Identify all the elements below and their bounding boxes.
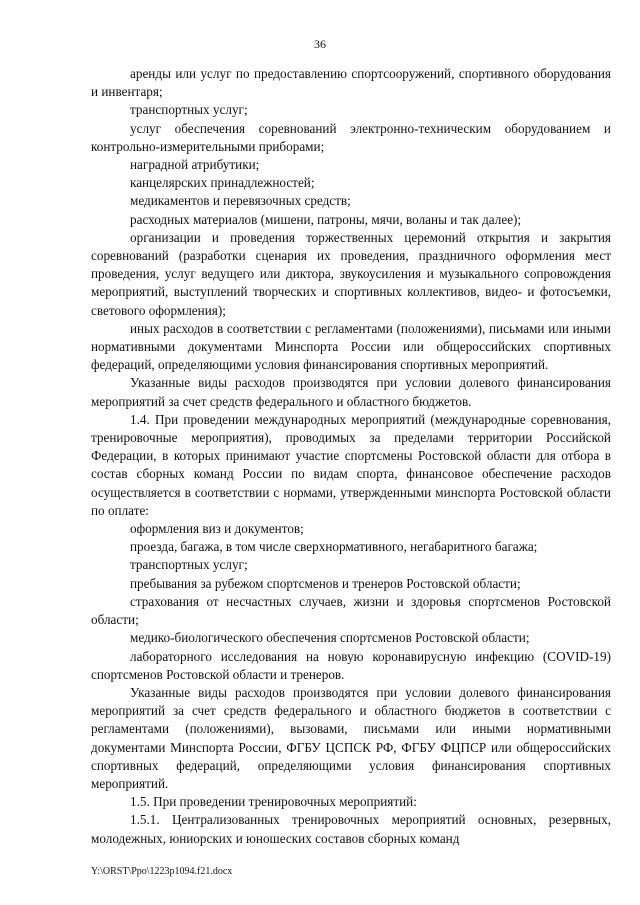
paragraph-medicines: медикаментов и перевязочных средств; <box>130 193 351 209</box>
page-number: 36 <box>314 37 326 51</box>
paragraph-section-1-4: 1.4. При проведении международных мероприятий (международные соревнования, тренировочные мероприятия), проводимых за пределами территории Российской Федерации, в которых принимают участие спортсмены Ростовской области для отбора в состав сборных команд России по видам спорта, финансовое обеспечение расходов осуществляется в соответствии с нормами, утвержденными минспорта Ростовской области по оплате: <box>91 411 611 518</box>
paragraph-consumables: расходных материалов (мишени, патроны, мячи, воланы и так далее); <box>130 211 522 227</box>
paragraph-rental-services: аренды или услуг по предоставлению спортсооружений, спортивного оборудования и инвентаря; <box>91 66 611 100</box>
paragraph-section-1-5-1: 1.5.1. Централизованных тренировочных мероприятий основных, резервных, молодежных, юниорских и юношеских составов сборных команд <box>91 812 611 846</box>
paragraph-cofinancing-note-2: Указанные виды расходов производятся при условии долевого финансирования мероприятий за счет средств федерального и областного бюджетов в соответствии с регламентами (положениями), вызовами, письмами или иными нормативными документами Минспорта России, ФГБУ ЦСПСК РФ, ФГБУ ФЦПСР или общероссийских спортивных федераций, определяющими условия финансирования спортивных мероприятий. <box>91 684 611 791</box>
paragraph-covid-testing: лабораторного исследования на новую коронавирусную инфекцию (COVID-19) спортсменов Ростовской области и тренеров. <box>91 648 611 682</box>
paragraph-stay-abroad: пребывания за рубежом спортсменов и тренеров Ростовской области; <box>130 575 521 591</box>
paragraph-award-attributes: наградной атрибутики; <box>130 157 260 173</box>
document-body <box>91 65 611 848</box>
paragraph-ceremonies: организации и проведения торжественных церемоний открытия и закрытия соревнований (разработки сценария их проведения, праздничного оформления мест проведения, услуг ведущего или диктора, звукоусиления и музыкального сопровождения мероприятий, выступлений творческих и спортивных коллективов, видео- и фотосъемки, светового оформления); <box>91 229 611 318</box>
paragraph-transport-services-2: транспортных услуг; <box>130 557 248 573</box>
paragraph-medical-biological: медико-биологического обеспечения спортсменов Ростовской области; <box>130 630 530 646</box>
footer-file-path: Y:\ORST\Ppo\1223p1094.f21.docx <box>91 866 233 877</box>
paragraph-travel-baggage: проезда, багажа, в том числе сверхнормативного, негабаритного багажа; <box>130 539 538 555</box>
paragraph-visas: оформления виз и документов; <box>130 521 304 537</box>
paragraph-cofinancing-note: Указанные виды расходов производятся при условии долевого финансирования мероприятий за счет средств федерального и областного бюджетов. <box>91 375 611 409</box>
paragraph-stationery: канцелярских принадлежностей; <box>130 175 315 191</box>
paragraph-other-expenses: иных расходов в соответствии с регламентами (положениями), письмами или иными нормативными документами Минспорта России или общероссийских спортивных федераций, определяющими условия финансирования спортивных мероприятий. <box>91 320 611 373</box>
paragraph-section-1-5: 1.5. При проведении тренировочных мероприятий: <box>130 794 417 810</box>
paragraph-insurance: страхования от несчастных случаев, жизни и здоровья спортсменов Ростовской области; <box>91 593 611 628</box>
paragraph-electronic-equipment: услуг обеспечения соревнований электронно-техническим оборудованием и контрольно-измерительными приборами; <box>91 120 611 154</box>
paragraph-transport-services: транспортных услуг; <box>130 102 248 118</box>
